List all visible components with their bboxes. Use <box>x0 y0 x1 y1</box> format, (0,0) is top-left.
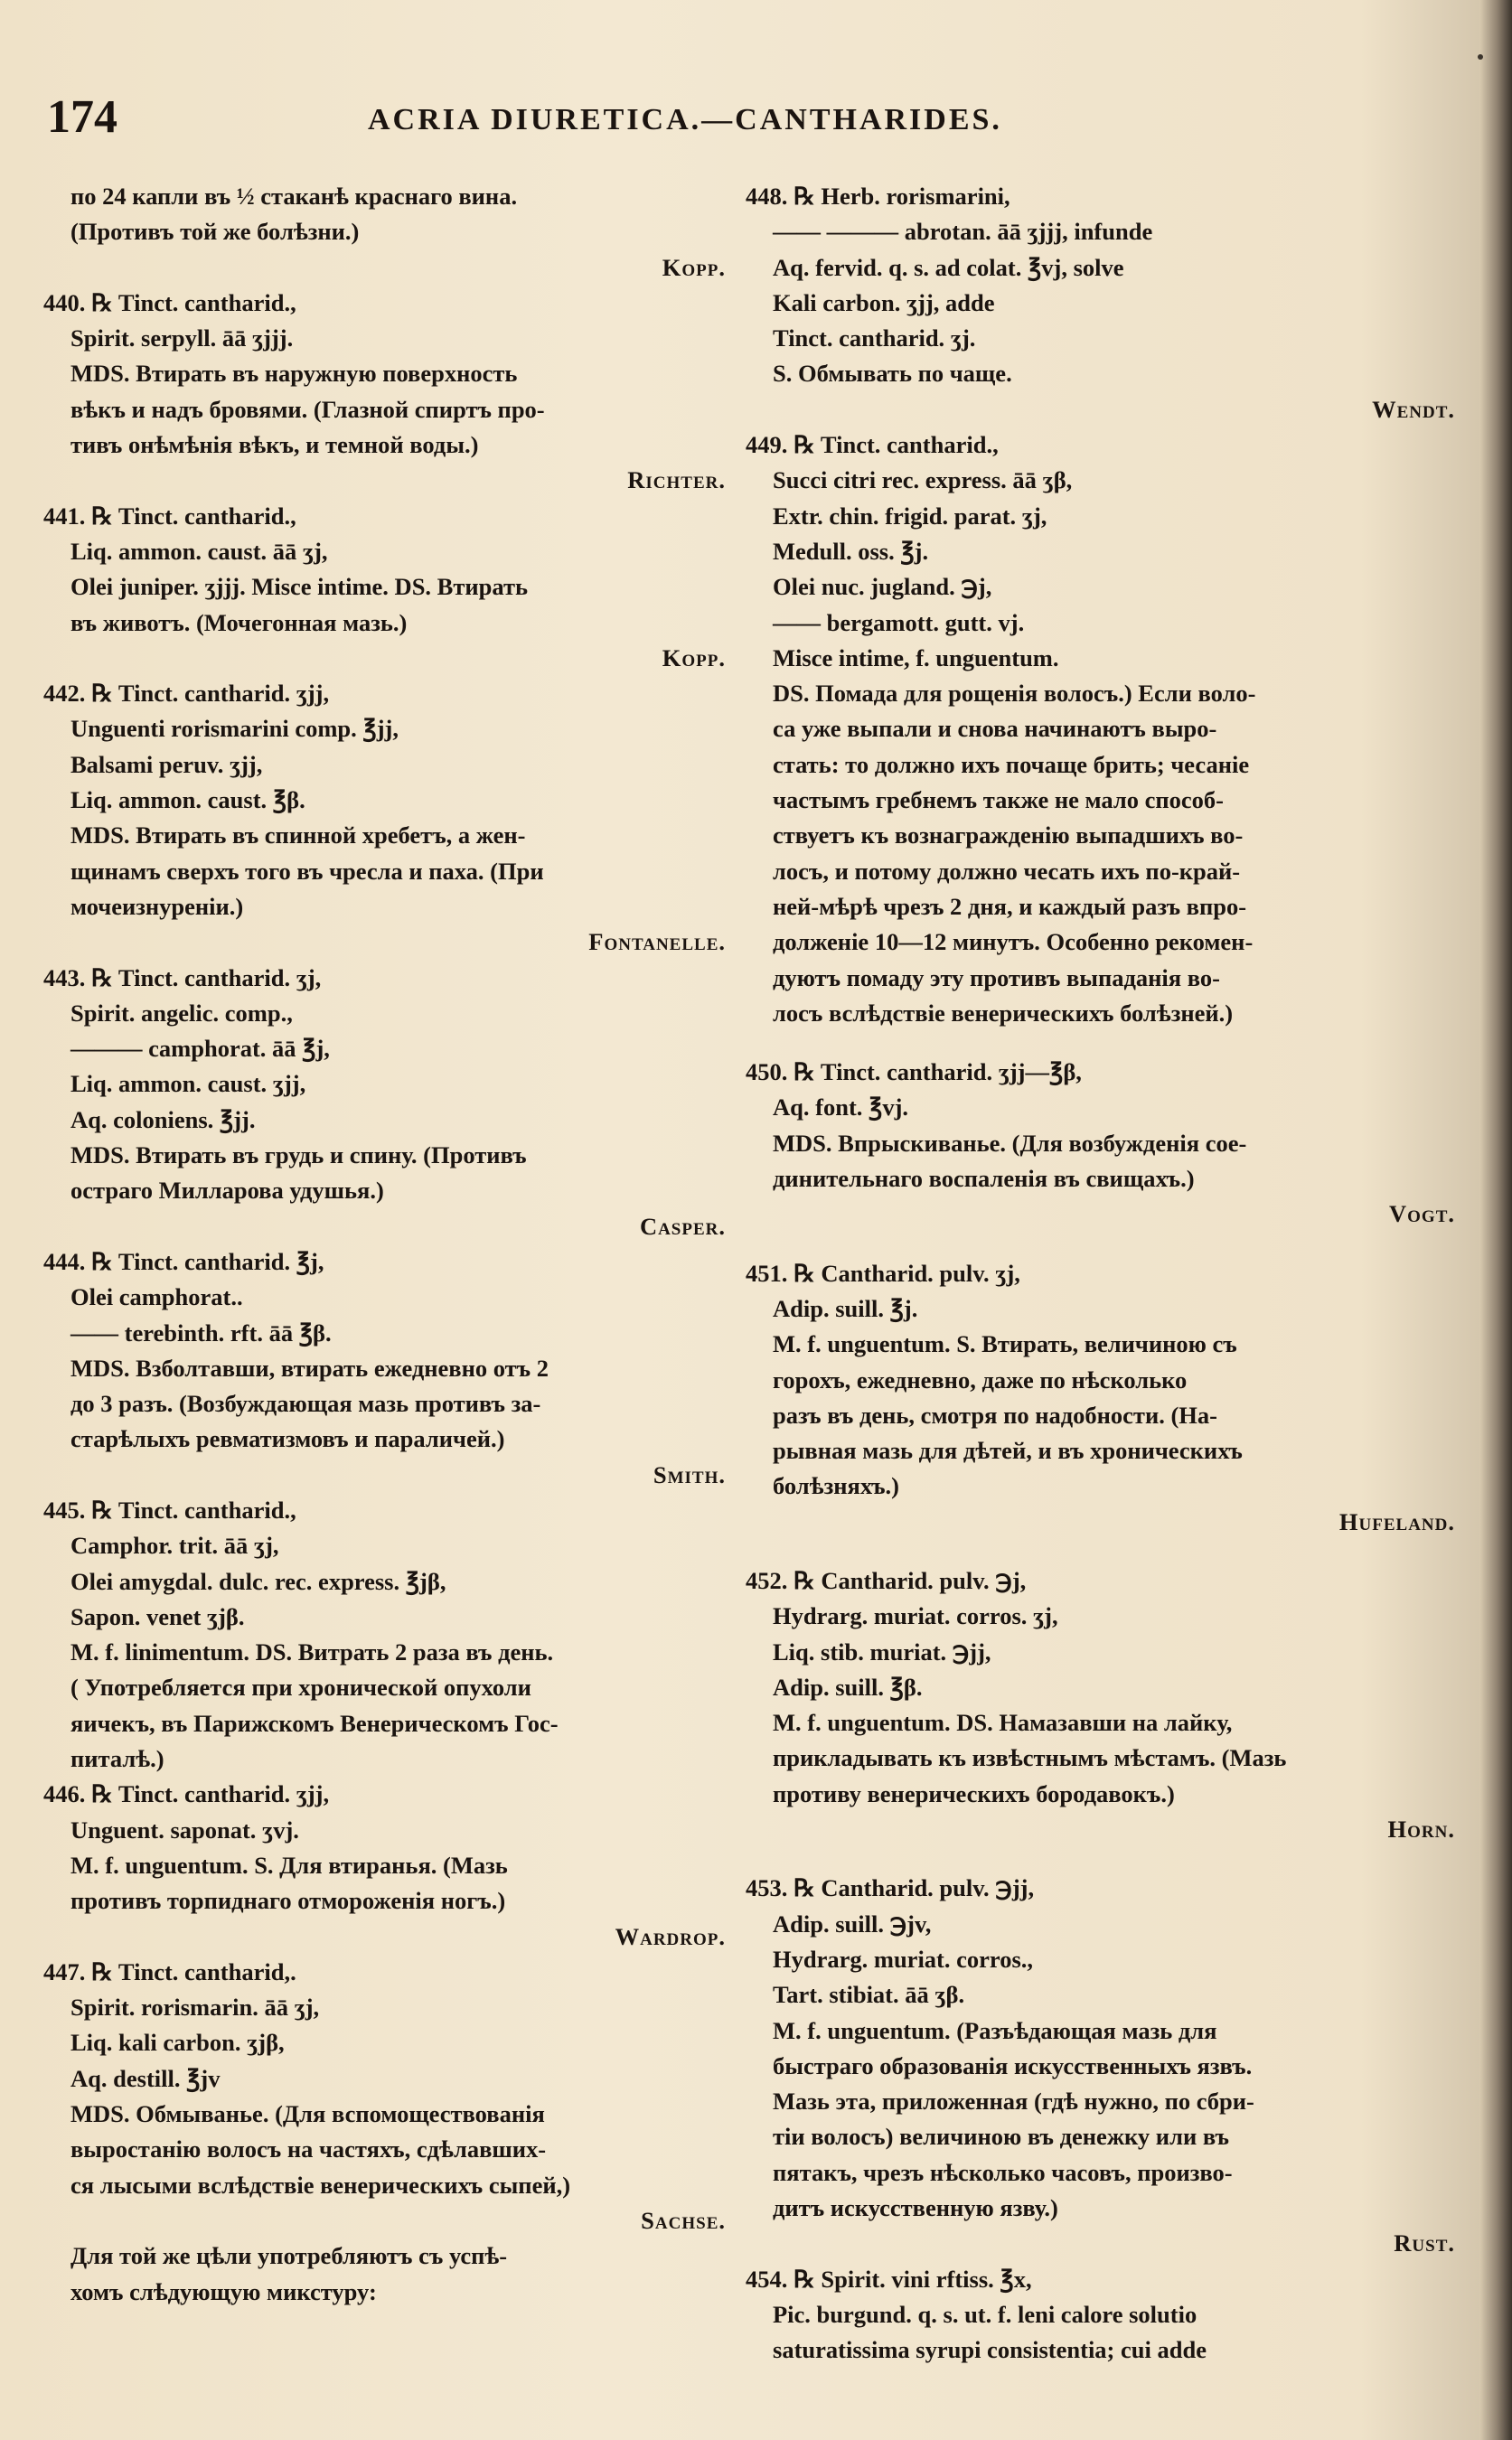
text-line: ней-мѣрѣ чрезъ 2 дня, и каждый разъ впро- <box>773 892 1247 920</box>
text-line: дитъ искусственную язву.) <box>773 2194 1058 2222</box>
text-line: Balsami peruv. ʒjj, <box>70 750 263 778</box>
text-line: Misce intime, f. unguentum. <box>773 643 1059 671</box>
text-line: щинамъ сверхъ того въ чресла и паха. (При <box>70 857 544 885</box>
text-line: Aq. font. ℥vj. <box>773 1093 909 1121</box>
text-line: болѣзняхъ.) <box>773 1472 899 1500</box>
text-line: разъ въ день, смотря по надобности. (На- <box>773 1401 1217 1429</box>
text-line: 453. ℞ Cantharid. pulv. ℈jj, <box>746 1874 1035 1902</box>
text-line: тивъ онѣмѣнія вѣкъ, и темной воды.) <box>70 431 479 459</box>
text-line: M. f. unguentum. (Разъѣдающая мазь для <box>773 2016 1217 2044</box>
author-name: Casper. <box>639 1212 726 1240</box>
prescription-entry <box>43 676 744 960</box>
prescription-entry <box>43 961 744 1244</box>
text-line: MDS. Втирать въ грудь и спину. (Противъ <box>70 1141 527 1169</box>
text-line: Мазь эта, приложенная (гдѣ нужно, по сбри- <box>773 2088 1254 2116</box>
text-line: 450. ℞ Tinct. cantharid. ʒjj—℥β, <box>746 1058 1082 1086</box>
text-line: лосъ вслѣдствіе венерическихъ болѣзней.) <box>773 999 1234 1027</box>
prescription-entry <box>746 1871 1473 2261</box>
text-line: Для той же цѣли употребляютъ съ успѣ- <box>70 2242 508 2270</box>
text-line: 454. ℞ Spirit. vini rftiss. ℥x, <box>746 2265 1032 2293</box>
text-line: Aq. fervid. q. s. ad colat. ℥vj, solve <box>773 253 1124 281</box>
prescription-entry <box>746 2262 1473 2369</box>
text-line: лосъ, и потому должно чесать ихъ по-край- <box>773 857 1241 885</box>
text-line: горохъ, ежедневно, даже по нѣсколько <box>773 1365 1188 1394</box>
text-line: (Противъ той же болѣзни.) <box>70 218 360 246</box>
text-line: яичекъ, въ Парижскомъ Венерическомъ Гос- <box>70 1709 559 1737</box>
author-name: Wardrop. <box>615 1922 726 1950</box>
text-line: Unguenti rorismarini comp. ℥jj, <box>70 715 399 743</box>
text-line: ——— camphorat. āā ℥j, <box>70 1035 330 1063</box>
text-line: 440. ℞ Tinct. cantharid., <box>43 288 296 316</box>
text-line: ствуетъ къ вознагражденію выпадшихъ во- <box>773 821 1244 849</box>
author-name: Hufeland. <box>1338 1507 1455 1535</box>
text-line: 451. ℞ Cantharid. pulv. ʒj, <box>746 1259 1020 1287</box>
text-line: MDS. Втирать въ наружную поверхность <box>70 360 518 388</box>
text-line: 442. ℞ Tinct. cantharid. ʒjj, <box>43 680 330 708</box>
text-line: Spirit. angelic. comp., <box>70 999 293 1027</box>
text-line: са уже выпали и снова начинаютъ выро- <box>773 715 1217 743</box>
text-line: Hydrarg. muriat. corros. ʒj, <box>773 1602 1058 1630</box>
text-line: MDS. Обмыванье. (Для вспомоществованія <box>70 2100 545 2128</box>
author-name: Vogt. <box>1389 1200 1455 1228</box>
text-line: Olei nuc. jugland. ℈j, <box>773 573 992 601</box>
prescription-entry <box>746 179 1473 427</box>
text-line: MDS. Втирать въ спинной хребетъ, а жен- <box>70 821 526 849</box>
text-line: вѣкъ и надъ бровями. (Глазной спиртъ про- <box>70 395 545 423</box>
ink-spot <box>1478 54 1483 60</box>
text-line: Olei amygdal. dulc. rec. express. ℥jβ, <box>70 1567 446 1595</box>
text-line: Adip. suill. ℥j. <box>773 1294 918 1322</box>
text-line: остраго Милларова удушья.) <box>70 1177 384 1205</box>
prescription-entry <box>746 1055 1473 1232</box>
text-line: противу венерическихъ бородавокъ.) <box>773 1779 1175 1807</box>
text-line: MDS. Взболтавши, втирать ежедневно отъ 2 <box>70 1354 549 1382</box>
text-line: мочеизнуреніи.) <box>70 892 244 920</box>
author-name: Horn. <box>1387 1816 1455 1844</box>
author-name: Sachse. <box>641 2206 726 2234</box>
text-line: Adip. suill. ℈jv, <box>773 1910 932 1938</box>
prescription-entry <box>746 427 1473 1031</box>
text-line: MDS. Впрыскиванье. (Для возбужденія сое- <box>773 1129 1247 1157</box>
text-line: хомъ слѣдующую микстуру: <box>70 2277 377 2305</box>
text-line: —— ——— abrotan. āā ʒjjj, infunde <box>773 218 1153 246</box>
text-line: дуютъ помаду эту противъ выпаданія во- <box>773 963 1220 991</box>
text-line: Liq. kali carbon. ʒjβ, <box>70 2029 285 2057</box>
prescription-entry <box>70 179 744 286</box>
page-header <box>47 90 1132 154</box>
text-line: 448. ℞ Herb. rorismarini, <box>746 183 1010 210</box>
author-name: Kopp. <box>662 643 726 671</box>
text-line: M. f. linimentum. DS. Витрать 2 раза въ день. <box>70 1638 554 1666</box>
author-name: Fontanelle. <box>588 928 726 956</box>
text-line: Adip. suill. ℥β. <box>773 1673 923 1701</box>
text-line: Hydrarg. muriat. corros., <box>773 1945 1034 1973</box>
prescription-entry <box>43 1493 744 1777</box>
author-name: Wendt. <box>1372 395 1455 423</box>
prescription-entry <box>43 286 744 499</box>
text-line: старѣлыхъ ревматизмовъ и параличей.) <box>70 1425 505 1453</box>
text-line: 449. ℞ Tinct. cantharid., <box>746 431 999 459</box>
text-line: стать: то должно ихъ почаще брить; чесаніе <box>773 750 1250 778</box>
text-line: Succi citri rec. express. āā ʒβ, <box>773 466 1073 494</box>
text-line: Olei camphorat.. <box>70 1283 243 1311</box>
text-line: Aq. coloniens. ℥jj. <box>70 1105 256 1133</box>
text-line: 445. ℞ Tinct. cantharid., <box>43 1496 296 1524</box>
text-line: saturatissima syrupi consistentia; cui adde <box>773 2336 1207 2364</box>
text-line: Unguent. saponat. ʒvj. <box>70 1816 299 1844</box>
running-title: ACRIA DIURETICA.—CANTHARIDES. <box>368 103 1002 136</box>
text-line: Camphor. trit. āā ʒj, <box>70 1532 279 1560</box>
text-line: ся лысыми вслѣдствіе венерическихъ сыпей,) <box>70 2171 571 2199</box>
text-line: пятакъ, чрезъ нѣсколько часовъ, произво- <box>773 2158 1233 2186</box>
text-line: Aq. destill. ℥jv <box>70 2064 221 2092</box>
page-edge-shadow <box>1479 0 1512 2440</box>
text-line: Sapon. venet ʒjβ. <box>70 1602 245 1630</box>
text-line: Spirit. rorismarin. āā ʒj, <box>70 1994 320 2022</box>
text-line: долженіе 10—12 минутъ. Особенно рекомен- <box>773 928 1254 956</box>
text-line: Extr. chin. frigid. parat. ʒj, <box>773 502 1047 530</box>
text-line: Pic. burgund. q. s. ut. f. leni calore solutio <box>773 2300 1197 2328</box>
author-name: Kopp. <box>662 253 726 281</box>
text-line: до 3 разъ. (Возбуждающая мазь противъ за- <box>70 1390 541 1418</box>
prescription-entry <box>43 499 744 676</box>
author-name: Richter. <box>627 466 726 494</box>
text-line: Tart. stibiat. āā ʒβ. <box>773 1981 965 2009</box>
text-line: 446. ℞ Tinct. cantharid. ʒjj, <box>43 1780 330 1808</box>
right-column <box>746 179 1473 2369</box>
text-line: Liq. stib. muriat. ℈jj, <box>773 1638 991 1666</box>
prescription-entry <box>746 1256 1473 1540</box>
text-line: прикладывать къ извѣстнымъ мѣстамъ. (Мазь <box>773 1744 1287 1772</box>
text-line: ( Употребляется при хронической опухоли <box>70 1674 531 1702</box>
text-line: по 24 капли въ ½ стаканѣ краснаго вина. <box>70 183 518 210</box>
text-line: —— bergamott. gutt. vj. <box>773 608 1025 636</box>
text-line: M. f. unguentum. S. Для втиранья. (Мазь <box>70 1851 508 1879</box>
text-line: въ животъ. (Мочегонная мазь.) <box>70 608 408 636</box>
text-line: 452. ℞ Cantharid. pulv. ℈j, <box>746 1566 1027 1594</box>
text-line: противъ торпиднаго отмороженія ногъ.) <box>70 1887 506 1915</box>
text-line: Liq. ammon. caust. ʒjj, <box>70 1070 306 1098</box>
text-line: Spirit. serpyll. āā ʒjjj. <box>70 324 294 352</box>
author-name: Rust. <box>1394 2229 1455 2257</box>
text-line: 444. ℞ Tinct. cantharid. ℥j, <box>43 1247 324 1275</box>
text-line: питалѣ.) <box>70 1745 164 1773</box>
text-line: рывная мазь для дѣтей, и въ хроническихъ <box>773 1437 1243 1465</box>
text-line: быстраго образованія искусственныхъ язвъ. <box>773 2051 1253 2079</box>
text-line: 441. ℞ Tinct. cantharid., <box>43 502 296 530</box>
prescription-entry <box>43 1244 744 1493</box>
text-line: 443. ℞ Tinct. cantharid. ʒj, <box>43 963 322 991</box>
text-line: Medull. oss. ℥j. <box>773 537 929 565</box>
page-number: 174 <box>47 91 117 143</box>
text-line: S. Обмывать по чаще. <box>773 360 1012 388</box>
text-line: Liq. ammon. caust. āā ʒj, <box>70 537 328 565</box>
text-line: M. f. unguentum. S. Втирать, величиною съ <box>773 1330 1237 1358</box>
prescription-entry <box>70 2238 744 2310</box>
author-name: Smith. <box>653 1460 726 1488</box>
text-line: Olei juniper. ʒjjj. Misce intime. DS. Втирать <box>70 573 528 601</box>
text-line: M. f. unguentum. DS. Намазавши на лайку, <box>773 1709 1233 1737</box>
prescription-entry <box>746 1563 1473 1847</box>
text-line: частымъ гребнемъ также не мало способ- <box>773 786 1224 814</box>
text-line: тіи волосъ) величиною въ денежку или въ <box>773 2123 1229 2151</box>
text-line: DS. Помада для рощенія волосъ.) Если воло- <box>773 680 1256 708</box>
text-line: Kali carbon. ʒjj, adde <box>773 288 995 316</box>
text-line: Liq. ammon. caust. ℥β. <box>70 786 305 814</box>
text-line: выростанію волосъ на частяхъ, сдѣлавших- <box>70 2135 547 2163</box>
text-line: динительнаго воспаленія въ свищахъ.) <box>773 1165 1195 1193</box>
text-line: Tinct. cantharid. ʒj. <box>773 324 976 352</box>
text-line: —— terebinth. rft. āā ℥β. <box>70 1319 332 1347</box>
text-line: 447. ℞ Tinct. cantharid,. <box>43 1957 296 1985</box>
prescription-entry <box>43 1955 744 2238</box>
left-column <box>43 179 744 2310</box>
prescription-entry <box>43 1777 744 1954</box>
